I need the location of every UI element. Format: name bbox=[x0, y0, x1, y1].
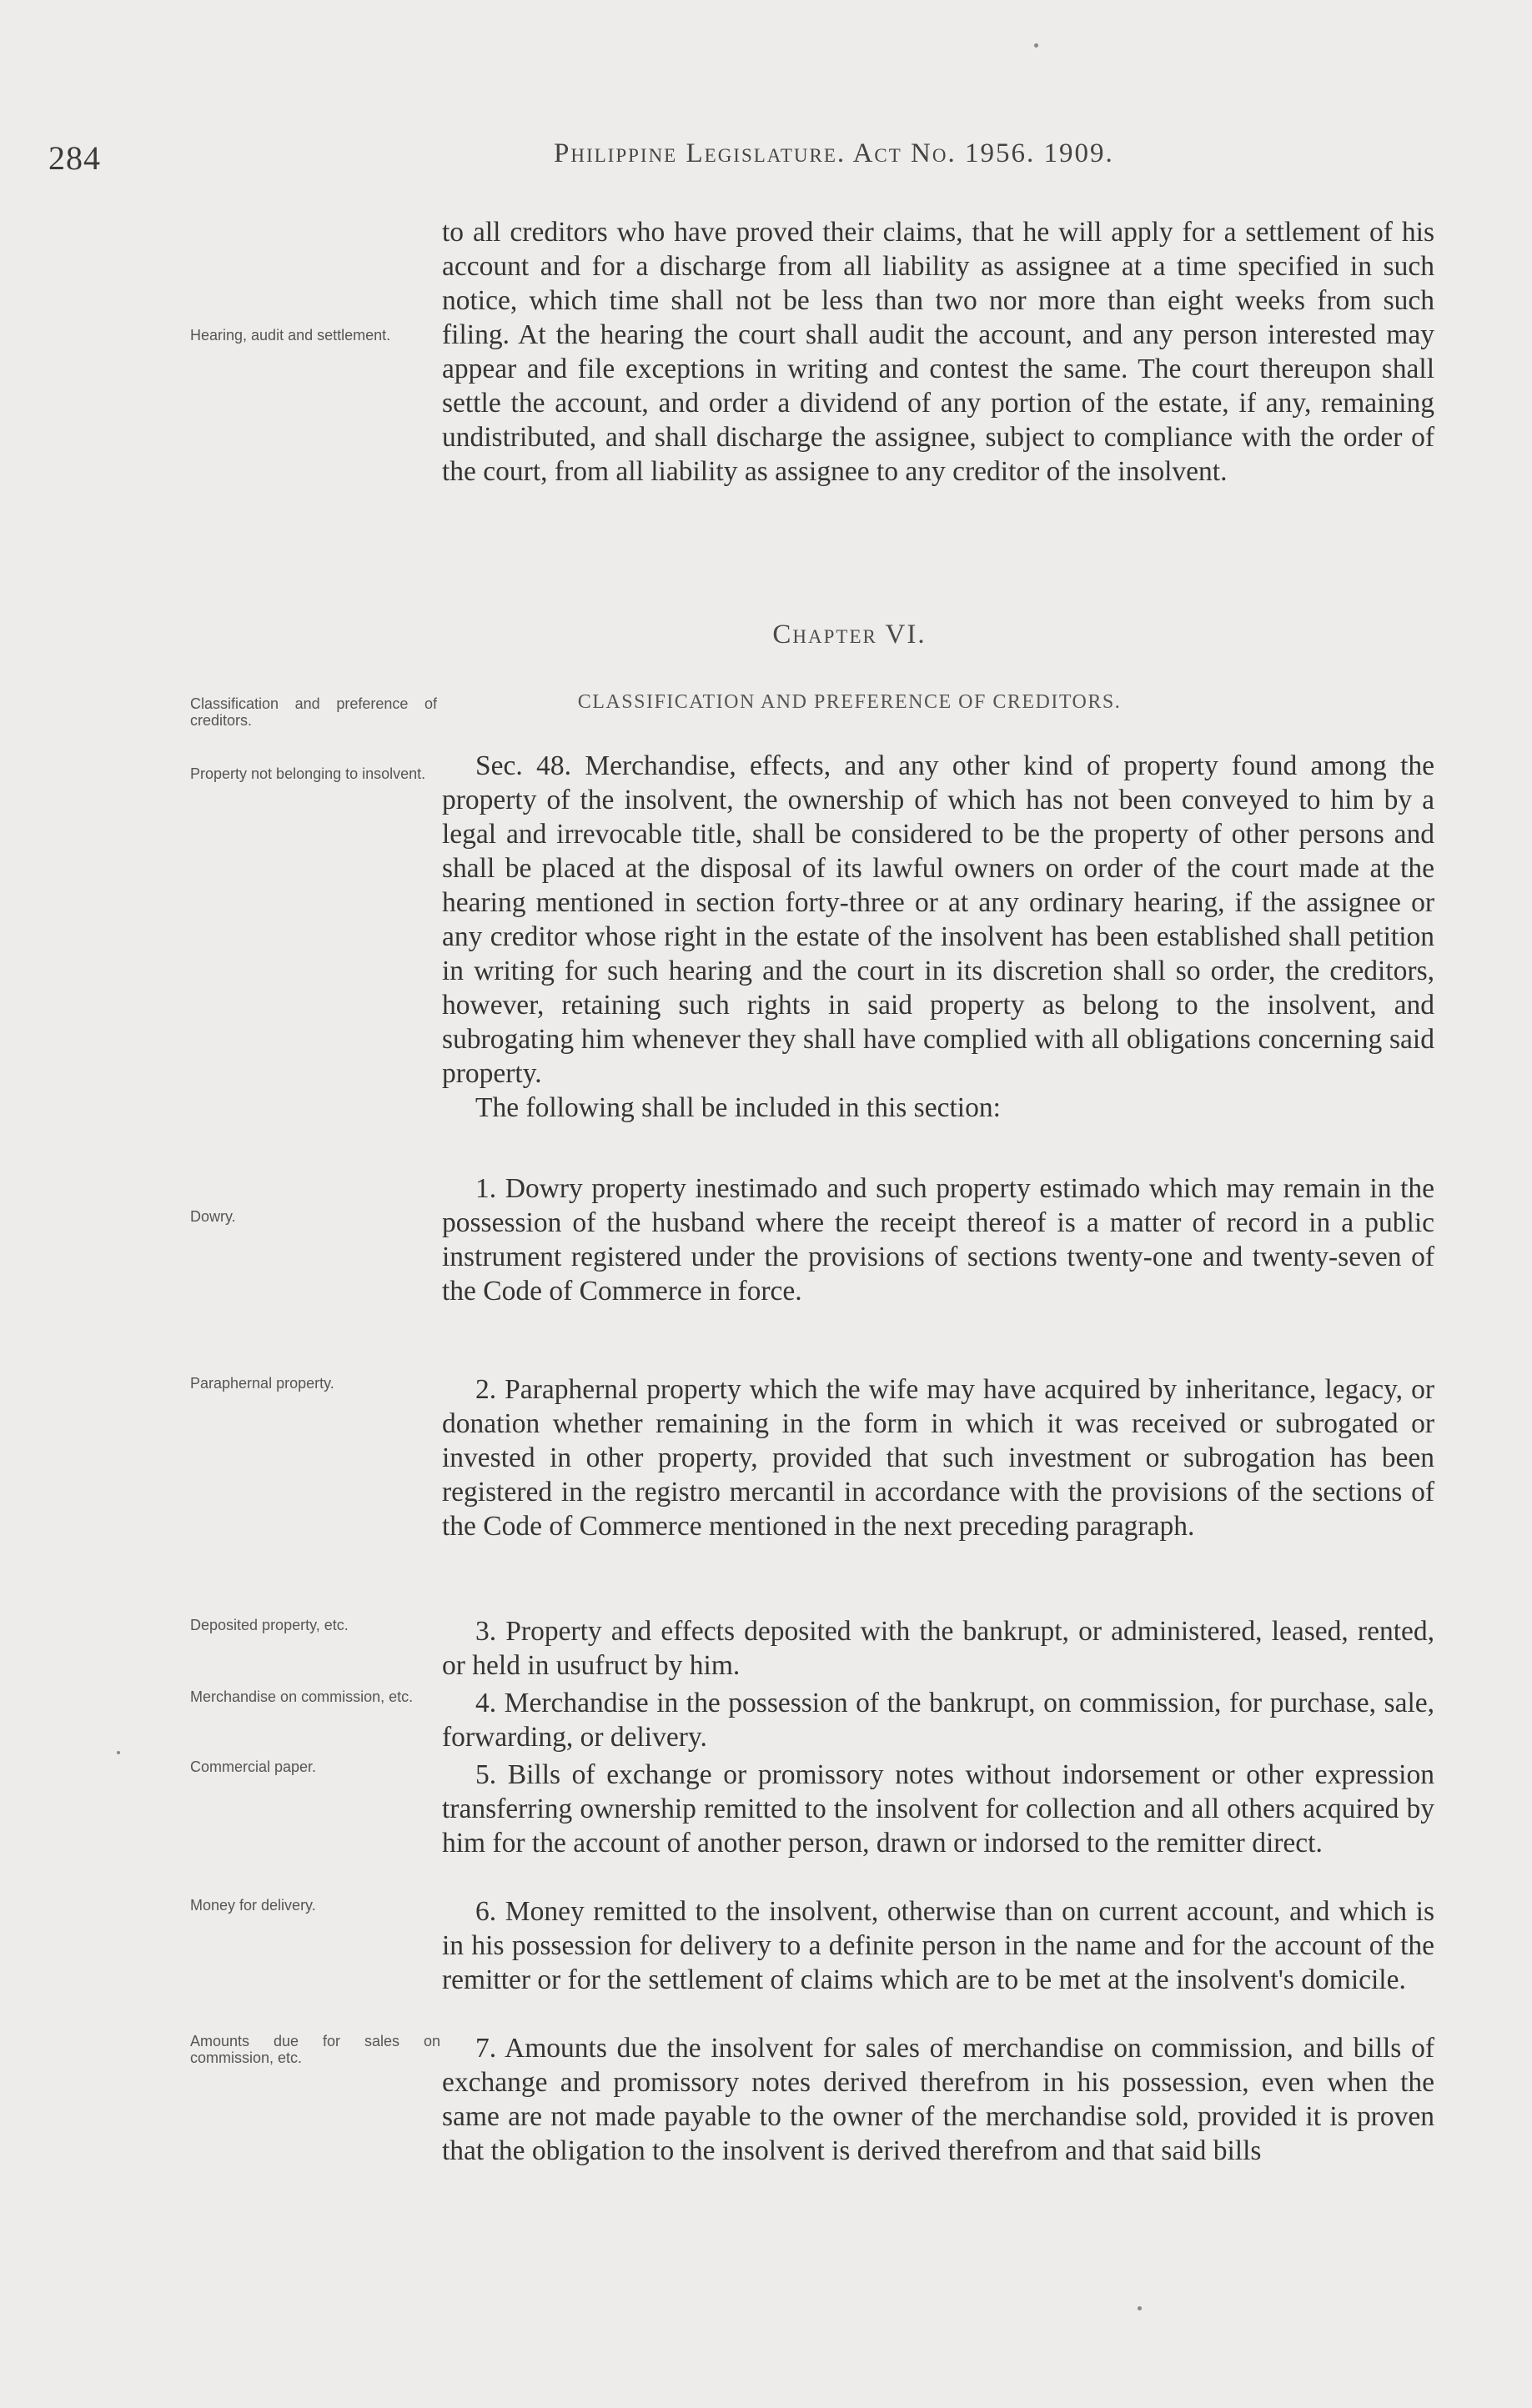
paragraph-continuation bbox=[442, 215, 1434, 489]
margin-note-hearing: Hearing, audit and settlement. bbox=[190, 327, 391, 344]
margin-note-paraphernal: Paraphernal property. bbox=[190, 1375, 334, 1392]
item-1-text: 1. Dowry property inestimado and such property estimado which may remain in the possession of the husband where the receipt thereof is a matter of record in a public instrument registered under the provisions of sections twenty-one and twenty-seven of the Code of Commerce in force. bbox=[442, 1173, 1434, 1307]
margin-note-deposited: Deposited property, etc. bbox=[190, 1617, 349, 1633]
running-head: Philippine Legislature. Act No. 1956. 1909. bbox=[554, 138, 1114, 168]
margin-note-money: Money for delivery. bbox=[190, 1897, 316, 1914]
item-2-text: 2. Paraphernal property which the wife may have acquired by inheritance, legacy, or donation whether remaining in the form in which it was received or subrogated or invested in other property, provided that such investment or subrogation has been registered in the registro mercantil in accordance with the provisions of the sections of the Code of Commerce mentioned in the next preceding paragraph. bbox=[442, 1374, 1434, 1542]
item-5-text: 5. Bills of exchange or promissory notes without indorsement or other expression transferring ownership remitted to the insolvent for collection and all others acquired by him for the account of another person, drawn or indorsed to the remitter direct. bbox=[442, 1759, 1434, 1859]
paper-speck bbox=[117, 1751, 120, 1754]
item-6 bbox=[442, 1894, 1434, 1997]
paragraph-text: to all creditors who have proved their claims, that he will apply for a settlement of his account and for a discharge from all liability as assignee at a time specified in such notice, which time shall not be less than two nor more than eight weeks from such filing. At the hearing the court shall audit the account, and any person interested may appear and file exceptions in writing and contest the same. The court thereupon shall settle the account, and order a dividend of any portion of the estate, if any, remaining undistributed, and shall discharge the assignee, subject to compliance with the order of the court, from all liability as assignee to any creditor of the insolvent. bbox=[442, 217, 1434, 487]
margin-note-dowry: Dowry. bbox=[190, 1208, 236, 1225]
margin-note-property: Property not belonging to insolvent. bbox=[190, 765, 426, 782]
item-3-text: 3. Property and effects deposited with the bankrupt, or administered, leased, rented, or held in usufruct by him. bbox=[442, 1616, 1434, 1681]
item-4 bbox=[442, 1686, 1434, 1754]
section-48-text: Sec. 48. Merchandise, effects, and any other kind of property found among the property of the insolvent, the ownership of which has not been conveyed to him by a legal and irrevocable title, shall be considered to be the property of other persons and shall be placed at the disposal of its lawful owners on order of the court made at the hearing mentioned in section forty-three or at any ordinary hearing, if the assignee or any creditor whose right in the estate of the insolvent has been established shall petition in writing for such hearing and the court in its discretion shall so order, the creditors, however, retaining such rights in said property as belong to the insolvent, and subrogating him whenever they shall have complied with all obligations concerning said property. bbox=[442, 750, 1434, 1089]
chapter-heading: Chapter VI. bbox=[772, 620, 927, 650]
margin-note-merchandise: Merchandise on commission, etc. bbox=[190, 1688, 414, 1705]
item-5 bbox=[442, 1758, 1434, 1860]
margin-note-classification: Classification and preference of creditors. bbox=[190, 695, 437, 729]
margin-note-commercial: Commercial paper. bbox=[190, 1758, 317, 1775]
paper-speck bbox=[1138, 2306, 1142, 2310]
item-4-text: 4. Merchandise in the possession of the bankrupt, on commission, for purchase, sale, forwarding, or delivery. bbox=[442, 1688, 1434, 1753]
following-line: The following shall be included in this section: bbox=[475, 1092, 1001, 1123]
section-48 bbox=[442, 749, 1434, 1125]
page-number: 284 bbox=[48, 139, 101, 177]
item-6-text: 6. Money remitted to the insolvent, otherwise than on current account, and which is in his possession for delivery to a definite person in the name and for the account of the remitter or for the settlement of claims which are to be met at the insolvent's domicile. bbox=[442, 1896, 1434, 1995]
item-1 bbox=[442, 1171, 1434, 1308]
item-7 bbox=[442, 2031, 1434, 2168]
chapter-subheading: CLASSIFICATION AND PREFERENCE OF CREDITORS. bbox=[577, 691, 1122, 713]
paper-speck bbox=[1034, 43, 1038, 48]
item-3 bbox=[442, 1614, 1434, 1683]
item-7-text: 7. Amounts due the insolvent for sales of merchandise on commission, and bills of exchange and promissory notes derived therefrom in his possession, even when the same are not made payable to the owner of the merchandise sold, provided it is proven that the obligation to the insolvent is derived therefrom and that said bills bbox=[442, 2033, 1434, 2166]
item-2 bbox=[442, 1372, 1434, 1543]
margin-note-amounts: Amounts due for sales on commission, etc. bbox=[190, 2033, 440, 2066]
